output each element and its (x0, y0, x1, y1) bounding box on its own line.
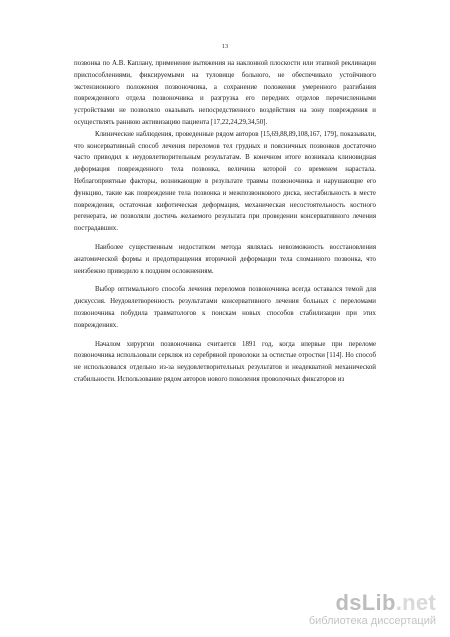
paragraph: позвонка по А.В. Каплану, применение вытяжения на наклонной плоскости или этапной реклинации приспособлениями, фиксируемыми на туловище больного, не обеспечивало устойчивого экстензионного положения позвоночника, а сохранение положения умеренного разгибания поврежденного отдела позвоночника и разгрузка его передних отделов перечисленными устройствами не позволяло оказывать непосредственного воздействия на зону повреждения и осуществлять раннюю активизацию пациента [17,22,24,29,34,50]. (74, 60, 376, 126)
paragraph: Выбор оптимального способа лечения переломов позвоночника всегда оставался темой для дискуссия. Неудовлетворенность результатами консервативного лечения больных с переломами позвоночника побудила травматологов к поискам новых способов стабилизации при этих повреждениях. (74, 286, 376, 329)
document-body (74, 58, 376, 386)
watermark-brand-name: dsLib (335, 590, 396, 615)
paragraph: Началом хирургии позвоночника считается 1891 год, когда впервые при переломе позвоночника использовали серкляж из серебряной проволоки за остистые отростки [114]. Но способ не использовался отдельно из-за неудовлетворительных результатов и неадекватной механической стабильности. Использование рядом авторов нового поколения проволочных фиксаторов из (74, 340, 376, 383)
watermark-subtitle: библиотека диссертаций (308, 615, 436, 627)
watermark-brand-tld: .net (395, 590, 436, 615)
page-number: 13 (221, 43, 229, 50)
watermark-brand (309, 592, 436, 614)
watermark-logo (309, 592, 436, 627)
paragraph: Клинические наблюдения, проведенные рядом авторов [15,69,88,89,108,167, 179], показывали, что консервативный способ лечения переломов тел грудных и поясничных позвонков достаточно часто приводил к неудовлетворительным результатам. В конечном итоге возникала клиновидная деформация поврежденного тела позвонка, величина которой со временем нарастала. Неблагоприятные факторы, возникающие в результате травмы позвоночника и нарушающие его функцию, такие как повреждение тела позвонка и межпозвонкового диска, нестабильность в месте повреждения, остаточная кифотическая деформация, механическая несостоятельность костного регенерата, не позволяли достичь желаемого результата при проведении консервативного лечения пострадавших. (74, 130, 376, 233)
paragraph: Наиболее существенным недостатком метода являлась невозможность восстановления анатомической формы и предотвращения вторичной деформации тела сломанного позвонка, что неизбежно приводило к поздним осложнениям. (74, 243, 376, 275)
